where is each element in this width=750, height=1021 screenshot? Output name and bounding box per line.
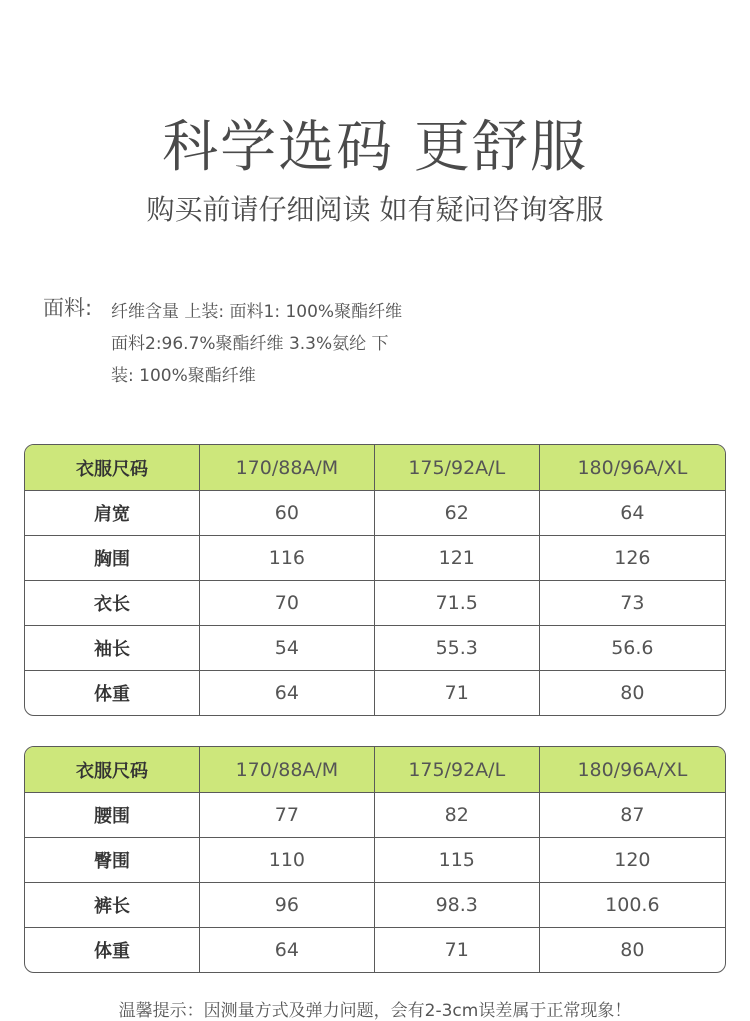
table-cell: 71	[375, 928, 540, 972]
fabric-line: 纤维含量 上装: 面料1: 100%聚酯纤维	[111, 302, 403, 322]
table-cell: 70	[200, 581, 375, 626]
fabric-label: 面料:	[43, 296, 93, 320]
row-label: 体重	[25, 671, 200, 715]
table-row	[25, 536, 725, 581]
row-label: 臀围	[25, 838, 200, 883]
table-cell: 54	[200, 626, 375, 671]
table-row	[25, 671, 725, 715]
row-label: 肩宽	[25, 491, 200, 536]
table-cell: 120	[540, 838, 725, 883]
table-cell: 71	[375, 671, 540, 715]
table-row	[25, 626, 725, 671]
table-cell: 64	[540, 491, 725, 536]
row-label: 裤长	[25, 883, 200, 928]
table-cell: 55.3	[375, 626, 540, 671]
table-cell: 71.5	[375, 581, 540, 626]
row-label: 胸围	[25, 536, 200, 581]
fabric-line: 面料2:96.7%聚酯纤维 3.3%氨纶 下	[111, 334, 389, 354]
table-cell: 100.6	[540, 883, 725, 928]
table-row	[25, 793, 725, 838]
table-cell: 60	[200, 491, 375, 536]
table-row	[25, 883, 725, 928]
measurement-note: 温馨提示：因测量方式及弹力问题，会有2-3cm误差属于正常现象！	[118, 1001, 632, 1021]
page-title: 科学选码 更舒服	[162, 115, 588, 180]
header-cell: 180/96A/XL	[540, 747, 725, 793]
table-cell: 77	[200, 793, 375, 838]
table-cell: 87	[540, 793, 725, 838]
table-header-row	[25, 445, 725, 491]
table-row	[25, 838, 725, 883]
top-size-table	[24, 444, 726, 716]
table-cell: 62	[375, 491, 540, 536]
table-row	[25, 928, 725, 972]
row-label: 腰围	[25, 793, 200, 838]
row-label: 袖长	[25, 626, 200, 671]
table-cell: 121	[375, 536, 540, 581]
header-cell: 衣服尺码	[25, 445, 200, 491]
header-cell: 175/92A/L	[375, 445, 540, 491]
table-cell: 80	[620, 682, 645, 704]
header-cell: 170/88A/M	[200, 445, 375, 491]
table-cell: 126	[540, 536, 725, 581]
row-label: 衣长	[25, 581, 200, 626]
table-cell: 56.6	[540, 626, 725, 671]
table-cell: 98.3	[375, 883, 540, 928]
fabric-description	[111, 296, 421, 392]
header-cell: 衣服尺码	[25, 747, 200, 793]
fabric-line: 装: 100%聚酯纤维	[111, 366, 256, 386]
table-cell: 64	[200, 928, 375, 972]
header-cell: 180/96A/XL	[540, 445, 725, 491]
table-row	[25, 491, 725, 536]
table-cell: 96	[200, 883, 375, 928]
bottom-size-table	[24, 746, 726, 973]
table-cell: 73	[540, 581, 725, 626]
table-cell: 80	[620, 939, 645, 961]
table-cell: 116	[200, 536, 375, 581]
table-cell: 110	[200, 838, 375, 883]
header-cell: 170/88A/M	[200, 747, 375, 793]
row-label: 体重	[25, 928, 200, 972]
page-subtitle: 购买前请仔细阅读 如有疑问咨询客服	[146, 193, 604, 226]
table-cell: 64	[200, 671, 375, 715]
table-row	[25, 581, 725, 626]
header-cell: 175/92A/L	[375, 747, 540, 793]
table-cell: 115	[375, 838, 540, 883]
table-header-row	[25, 747, 725, 793]
table-cell: 82	[375, 793, 540, 838]
